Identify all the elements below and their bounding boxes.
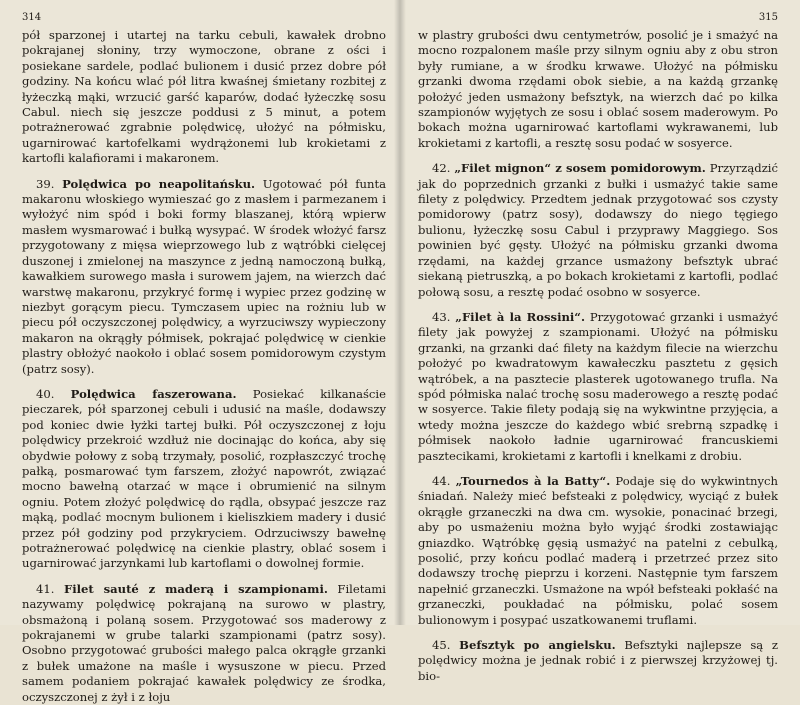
recipe-number: 42. [432, 161, 451, 176]
recipe-40 [22, 387, 386, 572]
continuation-text: w plastry grubości dwu centymetrów, posolić je i smażyć na mocno rozpalonem maśle przy silnym ogniu aby z obu stron były rumiane, a w środku krwawe. Ułożyć na półmisku grzanki dwoma rzędami obok siebie, a na każdą grzankę położyć jeden usmażony befsztyk, na wierzch dać po kilka szampionów wyjętych ze sosu i oblać sosem maderowym. Po bokach można ugarnirować kartoflami wykrawanemi, lub krokietami z kartofli, a resztę sosu podać w sosyerce. [418, 28, 778, 150]
recipe-body: Przygotować grzanki i usmażyć filety jak powyżej z szampionami. Ułożyć na półmisku grzanki, na grzanki dać filety na każdym filecie na wierzchu położyć po kwadratowym kawałeczku pasztetu z gęsich wątróbek, a na pasztecie plasterek ugotowanego trufla. Na spód półmiska nalać trochę sosu maderowego a resztę podać w sosyerce. Takie filety podają się na wykwintne przyjęcia, a wtedy można jeszcze do każdego wbić srebrną szpadkę i półmisek naokoło ładnie ugarnirować francuskiemi pasztecikami, krokietami z kartofli i knelkami z drobiu. [418, 309, 779, 463]
page-number: 314 [22, 12, 42, 23]
left-page [0, 0, 400, 704]
recipe-title: Befsztyk po angielsku. [459, 638, 616, 653]
recipe-title: Polędwica faszerowana. [70, 386, 237, 401]
recipe-43 [418, 310, 778, 464]
right-page [400, 0, 800, 683]
continuation-text: pół sparzonej i utartej na tarku cebuli, kawałek drobno pokrajanej słoniny, trzy wymoczone, obrane z ości i posiekane sardele, podlać bulionem i dusić przez dobre pół godziny. Na końcu wlać pół litra kwaśnej śmietany rozbitej z łyżeczką mąki, wrzucić garść kaparów, dodać łyżeczkę sosu Cabul. niech się jeszcze poddusi z 5 minut, a potem potrażnerować zgrabnie polędwicę, ułożyć na półmisku, ugarnirować kartofelkami wydrążonemi lub krokietami z kartofli kalafiorami i makaronem. [22, 28, 386, 166]
recipe-title: „Filet mignon“ z sosem pomidorowym. [454, 161, 706, 176]
recipe-title: „Filet à la Rossini“. [455, 309, 586, 324]
recipe-body: Ugotować pół funta makaronu włoskiego wymieszać go z masłem i parmezanem i wyłożyć nim spód i boki formy blaszanej, którą wpierw masłem wysmarować i bułką wysypać. W środek włożyć farsz przygotowany z mięsa wieprzowego lub z wątróbki cielęcej duszonej i zmielonej na maszynce z jedną namoczoną bułką, kawałkiem surowego masła i surowem jajem, na wierzch dać warstwę makaronu, przykryć formę i wypiec przez godzinę w niezbyt gorącym piecu. Tymczasem upiec na rożniu lub w piecu pół oczyszczonej polędwicy, a wyrzucіwszy wypieczony makaron na okrągły półmisek, pokrajać polędwicę w cienkie plastry obłożyć naokoło i oblać sosem pomidorowym czystym (patrz sosy). [22, 176, 387, 376]
recipe-number: 44. [432, 473, 451, 488]
recipe-45 [418, 638, 778, 684]
recipe-body: Filetami nazywamy polędwicę pokrajaną na surowo w plastry, obsmażoną i polaną sosem. Przygotować sos maderowy z pokrajanemi w grube talarki szampionami (patrz sosy). Osobno przygotować grubości małego palca okrągłe grzanki z bułek umażone na maśle i wysuszone w piecu. Przed samem podaniem pokrajać kawałek polędwicy ze środka, oczyszczonej z żył i z łoju [22, 581, 387, 704]
recipe-body: Befsztyki najlepsze są z polędwicy można je jednak robić i z pierwszej krzyżowej tj. bio- [418, 638, 778, 683]
recipe-title: Polędwica po neapolitańsku. [62, 176, 256, 191]
recipe-body: Posiekać kilkanaście pieczarek, pół sparzonej cebuli i udusić na maśle, dodawszy pod koniec dwie łyżki tartej bułki. Pół oczyszczonej z łoju polędwicy przekroić wzdłuż nie docinając do końca, aby się obydwie połowy z sobą trzymały, posolić, rozpłaszczyć trochę pałką, posmarować tym farszem, złożyć napowrót, związać mocno bawełną otarzać w mące i obrumienić na silnym ogniu. Potem złożyć polędwicę do rądla, obsypać jeszcze raz mąką, podlać mocnym bulionem i kieliszkiem madery i dusić przez pół godziny pod przykryciem. Odrzuciwszy bawełnę potrażnerować polędwicę na cienkie plastry, oblać sosem i ugarnirować jarzynkami lub kartoflami o dowolnej formie. [22, 386, 386, 571]
recipe-body: Podaje się do wykwintnych śniadań. Należy mieć befsteaki z polędwicy, wyciąć z bułek okrągłe grzaneczki na dwa cm. wysokie, ponacinać brzegi, aby po usmażeniu można było wyjąć środki zostawiając gniazdko. Wątróbkę gęsią usmażyć na patelni z cebulką, posolić, przy końcu podlać maderą i przetrzeć przez sito dodawszy trochę pieprzu i korzeni. Następnie tym farszem napełnić grzaneczki. Usmażone na wpół befsteaki pokłaść na grzaneczki, poukładać na półmisku, polać sosem bulionowym i posypać uszatkowanemi truflami. [418, 473, 779, 627]
recipe-number: 41. [36, 581, 55, 596]
recipe-39 [22, 177, 386, 377]
recipe-44 [418, 474, 778, 628]
page-number: 315 [758, 12, 778, 23]
recipe-body: Przyrządzić jak do poprzednich grzanki z bułki i usmażyć takie same filety z polędwicy. Przedtem jednak przygotować sos czysty pomidorowy (patrz sosy), dodawszy do niego tęgiego bulionu, łyżeczkę sosu Cabul i przyprawy Maggiego. Sos powinien być gęsty. Ułożyć na półmisku grzanki dwoma rzędami, na każdej grzance usmażony befsztyk ubrać siekaną pietruszką, a po bokach krokietami z kartofli, podlać połową sosu, a resztę podać osobno w sosyerce. [418, 161, 778, 299]
recipe-title: „Tournedos à la Batty“. [455, 473, 611, 488]
recipe-42 [418, 161, 778, 300]
recipe-title: Filet sauté z maderą i szampionami. [63, 581, 328, 596]
recipe-number: 39. [36, 176, 55, 191]
recipe-41 [22, 582, 386, 705]
recipe-number: 43. [432, 309, 451, 324]
recipe-number: 45. [432, 638, 451, 653]
recipe-number: 40. [36, 386, 55, 401]
